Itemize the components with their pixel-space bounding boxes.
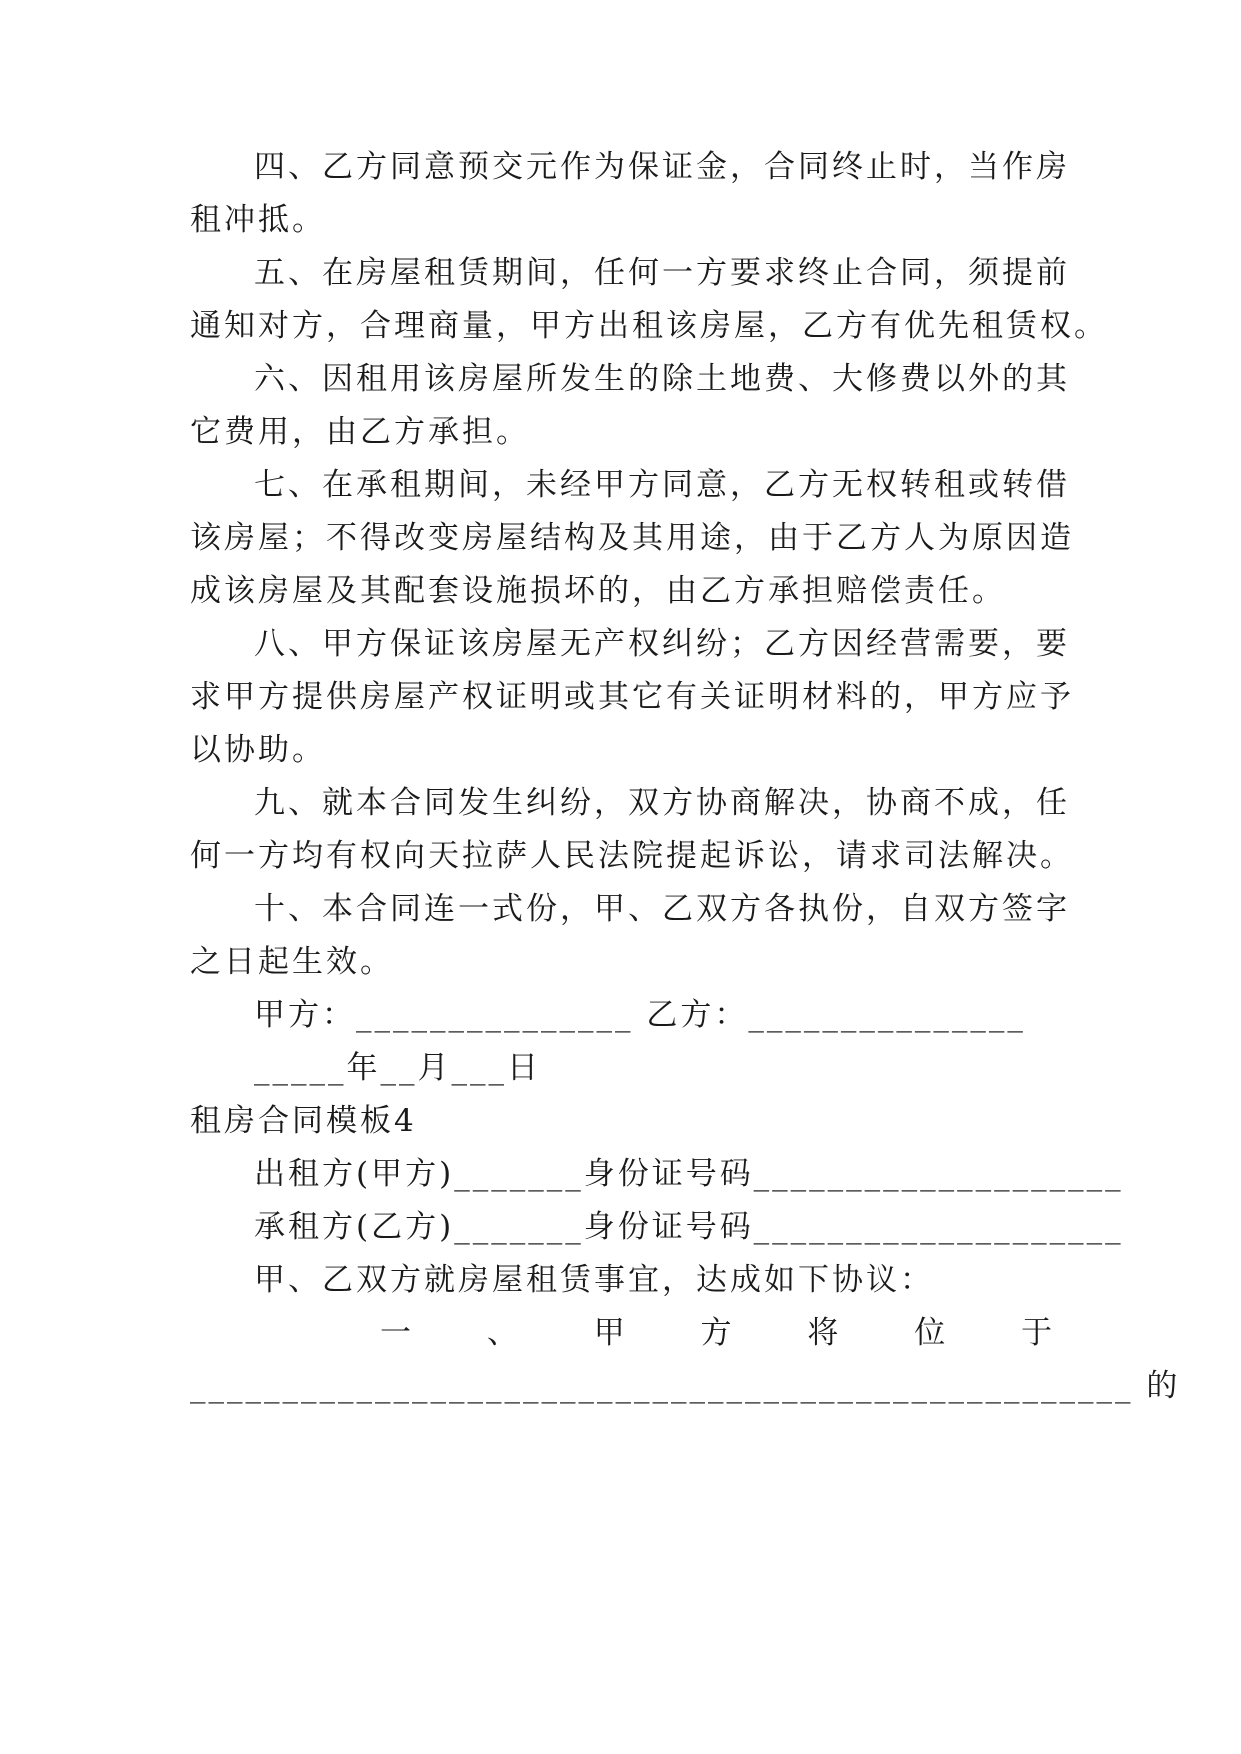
section-heading: 租房合同模板4	[190, 1103, 417, 1139]
agreement-intro: 甲、乙双方就房屋租赁事宜，达成如下协议：	[254, 1262, 934, 1298]
clause-10-line-2: 之日起生效。	[190, 944, 394, 980]
signature-line: 甲方：_______________ 乙方：_______________	[254, 997, 1026, 1033]
clause-7-line-2: 该房屋；不得改变房屋结构及其用途，由于乙方人为原因造	[190, 520, 1074, 556]
clause-1-line-1: 一 、 甲 方 将 位 于	[380, 1315, 1056, 1351]
clause-8-line-1: 八、甲方保证该房屋无产权纠纷；乙方因经营需要，要	[254, 626, 1070, 662]
clause-6-line-1: 六、因租用该房屋所发生的除土地费、大修费以外的其	[254, 361, 1070, 397]
clause-7-line-1: 七、在承租期间，未经甲方同意，乙方无权转租或转借	[254, 467, 1070, 503]
clause-4-line-2: 租冲抵。	[190, 202, 326, 238]
clause-6-line-2: 它费用，由乙方承担。	[190, 414, 530, 450]
clause-7-line-3: 成该房屋及其配套设施损坏的，由乙方承担赔偿责任。	[190, 573, 1006, 609]
clause-8-line-3: 以协助。	[190, 732, 326, 768]
clause-9-line-1: 九、就本合同发生纠纷，双方协商解决，协商不成，任	[254, 785, 1070, 821]
lessor-line: 出租方(甲方)_______身份证号码____________________	[254, 1156, 1124, 1192]
clause-1-line-2: ___________________________________________________ 的	[190, 1368, 1181, 1404]
clause-9-line-2: 何一方均有权向天拉萨人民法院提起诉讼，请求司法解决。	[190, 838, 1074, 874]
clause-5-line-1: 五、在房屋租赁期间，任何一方要求终止合同，须提前	[254, 255, 1070, 291]
date-line: _____年__月___日	[254, 1050, 541, 1086]
lessee-line: 承租方(乙方)_______身份证号码____________________	[254, 1209, 1124, 1245]
clause-8-line-2: 求甲方提供房屋产权证明或其它有关证明材料的，甲方应予	[190, 679, 1074, 715]
clause-5-line-2: 通知对方，合理商量，甲方出租该房屋，乙方有优先租赁权。	[190, 308, 1108, 344]
clause-10-line-1: 十、本合同连一式份，甲、乙双方各执份，自双方签字	[254, 891, 1070, 927]
clause-4-line-1: 四、乙方同意预交元作为保证金，合同终止时，当作房	[254, 149, 1070, 185]
